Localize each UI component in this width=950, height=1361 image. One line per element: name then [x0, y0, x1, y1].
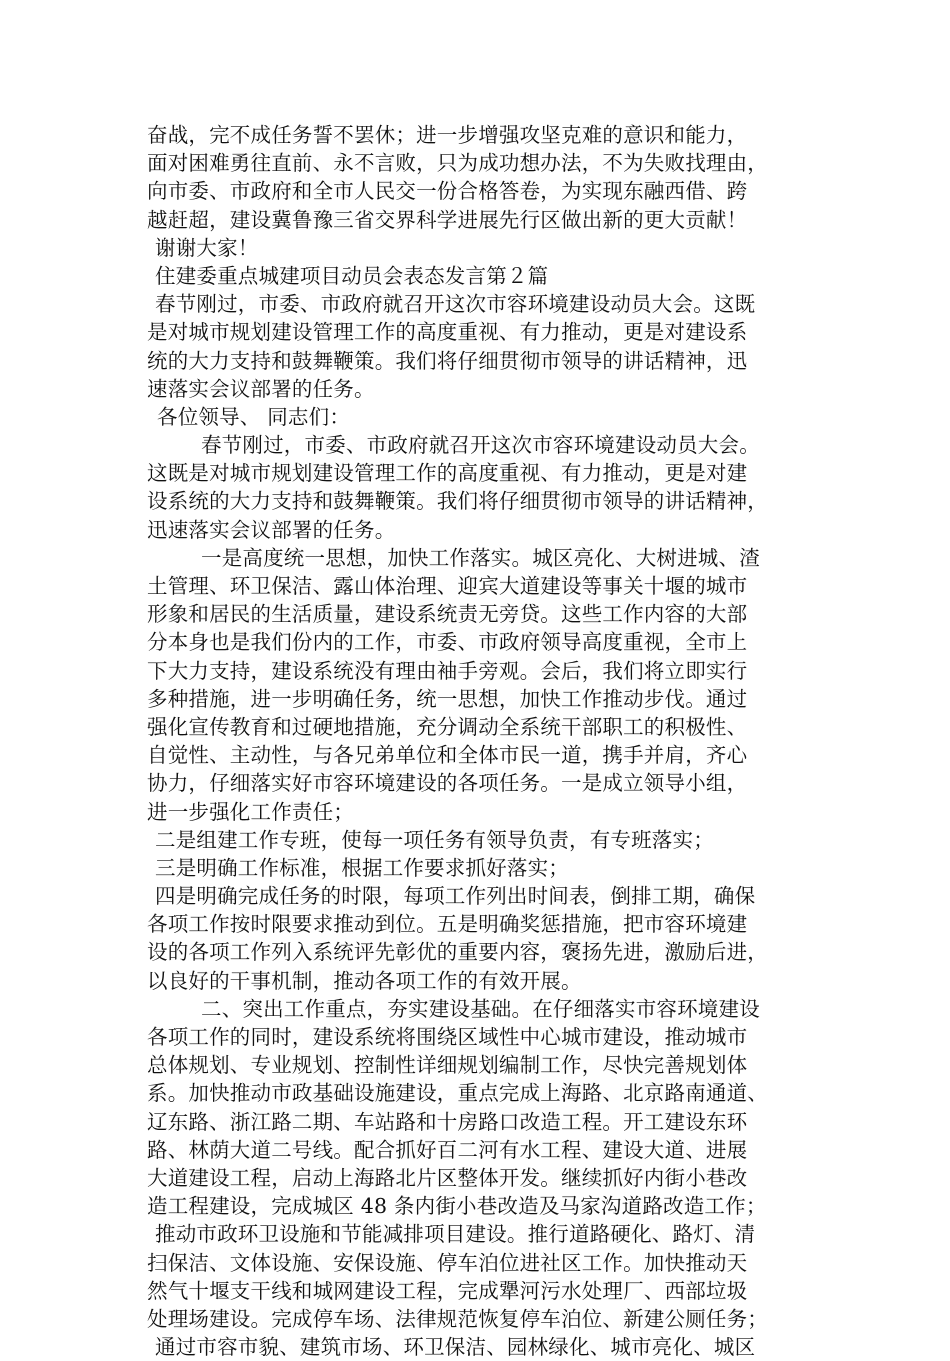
text-line: 自觉性、主动性，与各兄弟单位和全体市民一道，携手并肩，齐心: [147, 743, 748, 768]
text-line: 推动市政环卫设施和节能减排项目建设。推行道路硬化、路灯、清: [155, 1222, 756, 1247]
text-line: 面对困难勇往直前、永不言败，只为成功想办法，不为失败找理由，: [147, 151, 768, 176]
text-line: 系。加快推动市政基础设施建设，重点完成上海路、北京路南通道、: [147, 1081, 768, 1106]
salutation: 各位领导、 同志们：: [157, 404, 351, 429]
text-line: 一是高度统一思想，加快工作落实。城区亮化、大树进城、渣: [201, 545, 760, 570]
text-line: 各项工作的同时，建设系统将围绕区域性中心城市建设，推动城市: [147, 1025, 748, 1049]
text-line: 二、突出工作重点，夯实建设基础。在仔细落实市容环境建设: [201, 996, 760, 1021]
text-line: 迅速落实会议部署的任务。: [147, 517, 396, 542]
text-line: 总体规划、专业规划、控制性详细规划编制工作，尽快完善规划体: [147, 1053, 748, 1078]
text-line: 统的大力支持和鼓舞鞭策。我们将仔细贯彻市领导的讲话精神，迅: [147, 348, 748, 373]
text-line: 是对城市规划建设管理工作的高度重视、有力推动，更是对建设系: [147, 320, 748, 345]
text-line: 春节刚过，市委、市政府就召开这次市容环境建设动员大会。这既: [155, 292, 756, 317]
text-line: 通过市容市貌、建筑市场、环卫保洁、园林绿化、城市亮化、城区: [155, 1335, 756, 1360]
text-line: 造工程建设，完成城区 48 条内街小巷改造及马家沟道路改造工作；: [147, 1194, 767, 1219]
text-line: 春节刚过，市委、市政府就召开这次市容环境建设动员大会。: [201, 433, 760, 458]
body-text: [147, 121, 827, 1361]
section-title: 住建委重点城建项目动员会表态发言第２篇: [155, 263, 549, 288]
text-line: 路、林荫大道二号线。配合抓好百二河有水工程、建设大道、进展: [147, 1137, 748, 1162]
text-line: 处理场建设。完成停车场、法律规范恢复停车泊位、新建公厕任务；: [147, 1306, 768, 1331]
text-line: 然气十堰支干线和城网建设工程，完成犟河污水处理厂、西部垃圾: [147, 1278, 748, 1303]
text-line: 多种措施，进一步明确任务，统一思想，加快工作推动步伐。通过: [147, 686, 748, 711]
text-line: 奋战，完不成任务誓不罢休；进一步增强攻坚克难的意识和能力，: [147, 123, 748, 147]
text-line: 向市委、市政府和全市人民交一份合格答卷，为实现东融西借、跨: [147, 179, 748, 204]
text-line: 各项工作按时限要求推动到位。五是明确奖惩措施，把市容环境建: [147, 912, 748, 937]
text-line: 四是明确完成任务的时限，每项工作列出时间表，倒排工期，确保: [155, 884, 756, 909]
text-line: 设的各项工作列入系统评先彰优的重要内容，褒扬先进，激励后进，: [147, 940, 768, 965]
text-line: 谢谢大家！: [155, 235, 259, 260]
text-line: 辽东路、浙江路二期、车站路和十房路口改造工程。开工建设东环: [147, 1109, 748, 1134]
text-line: 进一步强化工作责任；: [147, 799, 354, 824]
text-line: 越赶超，建设冀鲁豫三省交界科学进展先行区做出新的更大贡献！: [147, 207, 748, 232]
text-line: 三是明确工作标准，根据工作要求抓好落实；: [155, 855, 569, 880]
text-line: 这既是对城市规划建设管理工作的高度重视、有力推动，更是对建: [147, 461, 748, 486]
text-line: 强化宣传教育和过硬地措施，充分调动全系统干部职工的积极性、: [147, 714, 748, 739]
text-line: 协力，仔细落实好市容环境建设的各项任务。一是成立领导小组，: [147, 771, 748, 796]
text-line: 大道建设工程，启动上海路北片区整体开发。继续抓好内街小巷改: [147, 1165, 748, 1190]
text-line: 形象和居民的生活质量，建设系统责无旁贷。这些工作内容的大部: [147, 602, 748, 627]
text-line: 以良好的干事机制，推动各项工作的有效开展。: [147, 968, 582, 993]
text-line: 扫保洁、文体设施、安保设施、停车泊位进社区工作。加快推动天: [147, 1250, 748, 1275]
text-line: 速落实会议部署的任务。: [147, 376, 375, 401]
text-line: 下大力支持，建设系统没有理由袖手旁观。会后，我们将立即实行: [147, 658, 748, 683]
text-line: 设系统的大力支持和鼓舞鞭策。我们将仔细贯彻市领导的讲话精神，: [147, 489, 768, 514]
text-line: 土管理、环卫保洁、露山体治理、迎宾大道建设等事关十堰的城市: [147, 574, 748, 598]
text-line: 分本身也是我们份内的工作，市委、市政府领导高度重视，全市上: [147, 630, 748, 655]
text-line: 二是组建工作专班，使每一项任务有领导负责，有专班落实；: [155, 827, 714, 852]
